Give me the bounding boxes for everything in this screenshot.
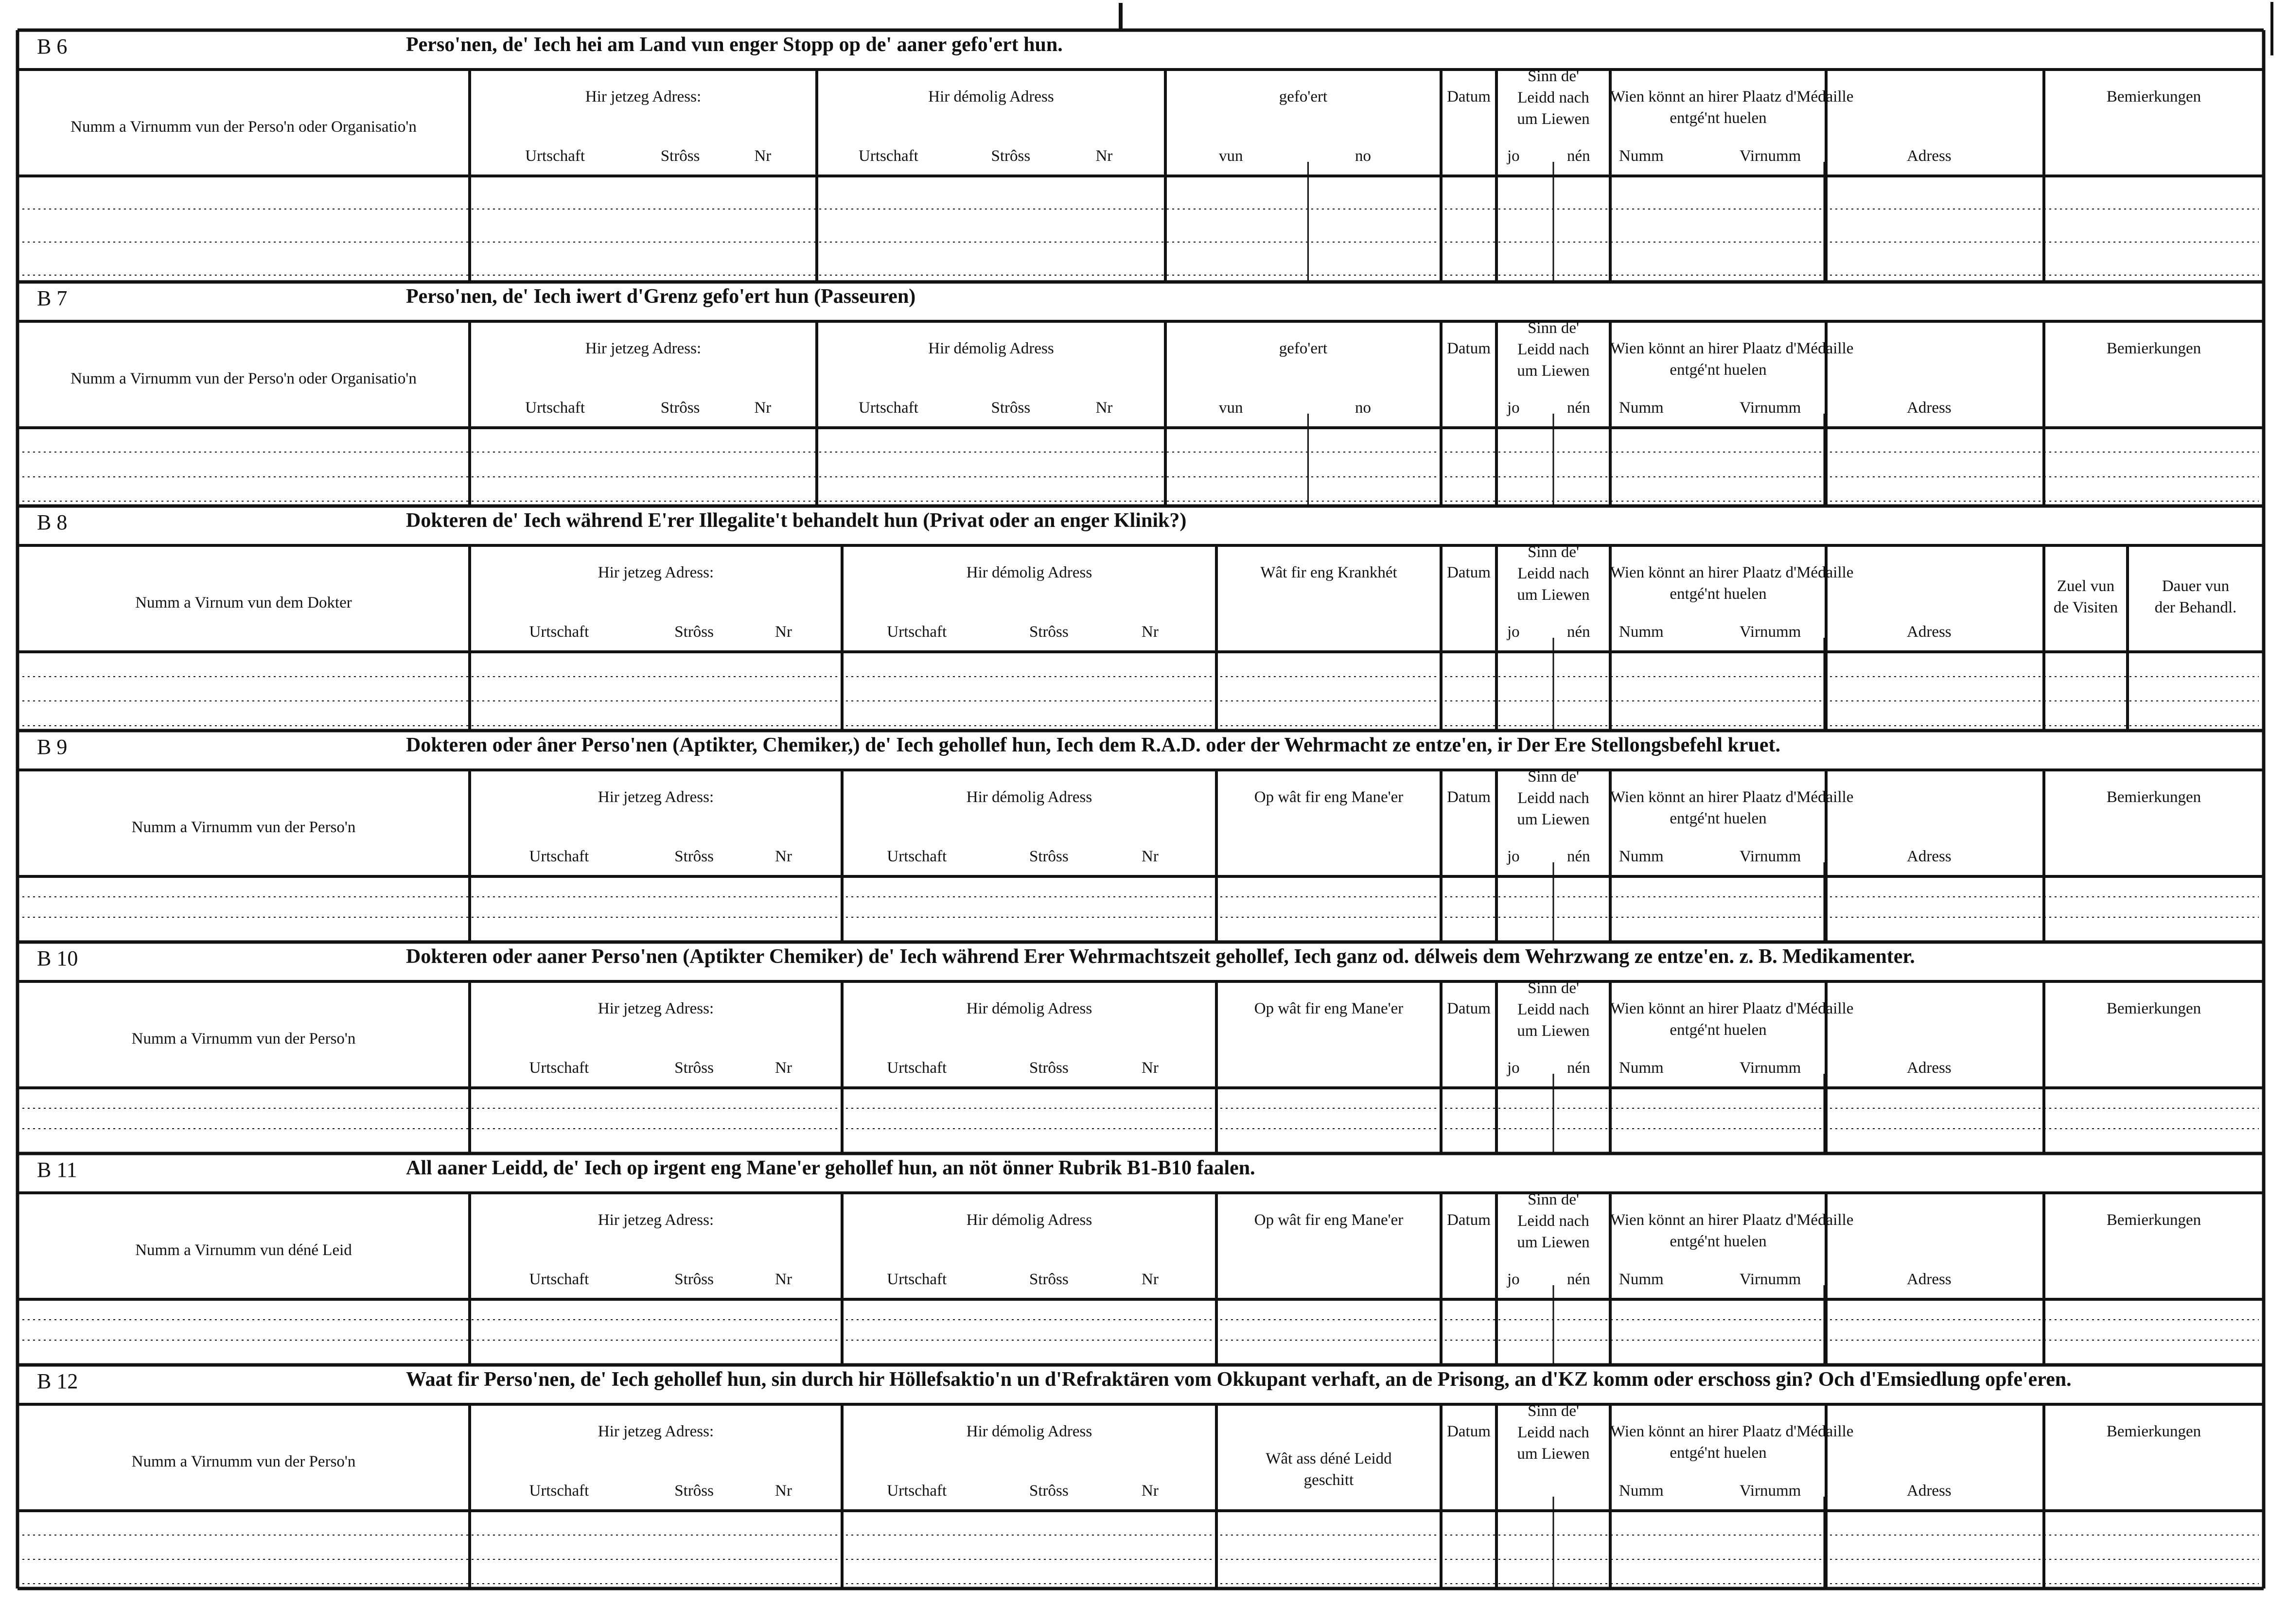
header-former-street: Strôss (1029, 1271, 1069, 1288)
header-alive-l1: Sinn de' (1528, 979, 1579, 997)
header-former-number: Nr (1142, 1059, 1159, 1077)
header-former-street: Strôss (1029, 1482, 1069, 1500)
header-former-place: Urtschaft (887, 623, 947, 641)
header-former-number: Nr (1095, 399, 1113, 417)
header-current-address: Hir jetzeg Adress: (585, 88, 702, 105)
header-current-place: Urtschaft (529, 848, 589, 865)
header-alive-l1: Sinn de' (1528, 319, 1579, 337)
header-medal-l2: entgé'nt huelen (1670, 109, 1767, 127)
header-medal-firstname: Virnumm (1740, 1482, 1801, 1500)
header-alive-l3: um Liewen (1517, 811, 1590, 828)
header-alive-l3: um Liewen (1517, 1445, 1590, 1463)
header-current-street: Strôss (660, 147, 700, 165)
header-medal-firstname: Virnumm (1740, 1271, 1801, 1288)
header-medal-l2: entgé'nt huelen (1670, 810, 1767, 827)
header-medal-firstname: Virnumm (1740, 623, 1801, 641)
section-title: Dokteren de' Iech während E'rer Illegalite't behandelt hun (Privat oder an enger Klinik?) (406, 509, 1187, 532)
section-b9 (18, 731, 2264, 942)
header-guided: gefo'ert (1279, 88, 1328, 105)
header-date: Datum (1447, 1000, 1491, 1017)
header-medal-address: Adress (1907, 147, 1952, 165)
header-alive-yes: jo (1507, 1059, 1520, 1077)
header-former-address: Hir démolig Adress (966, 788, 1092, 806)
header-medal-name: Numm (1619, 1059, 1664, 1077)
header-former-address: Hir démolig Adress (928, 340, 1054, 357)
header-date: Datum (1447, 788, 1491, 806)
header-former-street: Strôss (1029, 1059, 1069, 1077)
header-name-column: Numm a Virnum vun dem Dokter (135, 594, 352, 611)
header-current-address: Hir jetzeg Adress: (598, 1423, 714, 1440)
header-date: Datum (1447, 340, 1491, 357)
header-alive-l3: um Liewen (1517, 1234, 1590, 1251)
header-alive-no: nén (1567, 1059, 1590, 1077)
header-alive-l1: Sinn de' (1528, 543, 1579, 561)
header-former-place: Urtschaft (859, 399, 918, 417)
section-title: Perso'nen, de' Iech iwert d'Grenz gefo'ert hun (Passeuren) (406, 285, 916, 308)
header-medal-l2: entgé'nt huelen (1670, 361, 1767, 379)
header-former-number: Nr (1142, 623, 1159, 641)
header-remarks: Bemierkungen (2106, 788, 2201, 806)
header-current-address: Hir jetzeg Adress: (598, 788, 714, 806)
header-current-street: Strôss (674, 1271, 714, 1288)
header-former-place: Urtschaft (887, 1271, 947, 1288)
header-former-address: Hir démolig Adress (966, 1423, 1092, 1440)
section-code: B 9 (37, 735, 68, 759)
header-medal-l1: Wien könnt an hirer Plaatz d'Médaille (1610, 564, 1854, 581)
header-alive-l2: Leidd nach (1517, 1212, 1589, 1230)
header-alive-l3: um Liewen (1517, 110, 1590, 128)
header-alive-yes: jo (1507, 399, 1520, 417)
header-alive-no: nén (1567, 623, 1590, 641)
header-guided-from: vun (1219, 147, 1243, 165)
header-name-column: Numm a Virnumm vun der Perso'n (131, 819, 356, 836)
header-medal-name: Numm (1619, 623, 1664, 641)
header-alive-l1: Sinn de' (1528, 768, 1579, 786)
header-former-address: Hir démolig Adress (966, 564, 1092, 581)
header-medal-name: Numm (1619, 848, 1664, 865)
header-alive-l3: um Liewen (1517, 586, 1590, 604)
header-name-column: Numm a Virnumm vun déné Leid (135, 1241, 352, 1259)
header-current-street: Strôss (674, 848, 714, 865)
header-alive-l1: Sinn de' (1528, 1191, 1579, 1208)
header-current-number: Nr (775, 1482, 792, 1500)
section-title: All aaner Leidd, de' Iech op irgent eng Mane'er gehollef hun, an nöt önner Rubrik B1-B10 faalen. (406, 1157, 1255, 1179)
header-medal-firstname: Virnumm (1740, 848, 1801, 865)
header-current-number: Nr (775, 623, 792, 641)
header-alive-no: nén (1567, 147, 1590, 165)
header-alive-l2: Leidd nach (1517, 1424, 1589, 1441)
header-former-address: Hir démolig Adress (928, 88, 1054, 105)
header-medal-address: Adress (1907, 1482, 1952, 1500)
header-guided-from: vun (1219, 399, 1243, 417)
header-alive-l2: Leidd nach (1517, 565, 1589, 582)
header-current-street: Strôss (674, 1482, 714, 1500)
header-remarks: Bemierkungen (2106, 1000, 2201, 1017)
header-current-place: Urtschaft (525, 399, 585, 417)
header-current-address: Hir jetzeg Adress: (598, 564, 714, 581)
header-current-address: Hir jetzeg Adress: (598, 1000, 714, 1017)
header-current-place: Urtschaft (529, 1482, 589, 1500)
header-remarks: Bemierkungen (2106, 88, 2201, 105)
header-current-number: Nr (775, 1059, 792, 1077)
header-former-street: Strôss (991, 399, 1031, 417)
header-medal-address: Adress (1907, 623, 1952, 641)
header-guided: gefo'ert (1279, 340, 1328, 357)
section-code: B 8 (37, 510, 68, 534)
header-medal-firstname: Virnumm (1740, 147, 1801, 165)
header-alive-yes: jo (1507, 848, 1520, 865)
section-code: B 12 (37, 1369, 78, 1393)
header-guided-to: no (1355, 147, 1371, 165)
header-current-address: Hir jetzeg Adress: (585, 340, 702, 357)
section-b6 (18, 30, 2264, 282)
header-alive-l2: Leidd nach (1517, 789, 1589, 807)
header-current-number: Nr (775, 1271, 792, 1288)
header-former-street: Strôss (991, 147, 1031, 165)
header-manner: Op wât fir eng Mane'er (1254, 1211, 1404, 1229)
header-illness: Wât fir eng Krankhét (1260, 564, 1397, 581)
section-title: Waat fir Perso'nen, de' Iech gehollef hun, sin durch hir Höllefsaktio'n un d'Refraktären vom Okkupant verhaft, an de Prisong, an d'KZ komm oder erschoss gin? Och d'Emsiedlung opfe'eren. (406, 1368, 2072, 1391)
header-alive-l1: Sinn de' (1528, 1402, 1579, 1420)
section-code: B 7 (37, 286, 68, 310)
header-name-column: Numm a Virnumm vun der Perso'n oder Organisatio'n (70, 118, 417, 136)
header-medal-l2: entgé'nt huelen (1670, 585, 1767, 603)
header-medal-l1: Wien könnt an hirer Plaatz d'Médaille (1610, 1423, 1854, 1440)
header-medal-l1: Wien könnt an hirer Plaatz d'Médaille (1610, 88, 1854, 105)
section-title: Dokteren oder âner Perso'nen (Aptikter, Chemiker,) de' Iech gehollef hun, Iech dem R.A.D. oder der Wehrmacht ze entze'en, ir Der Ere Stellongsbefehl kruet. (406, 734, 1780, 756)
header-manner: Op wât fir eng Mane'er (1254, 788, 1404, 806)
header-remarks: Bemierkungen (2106, 1423, 2201, 1440)
header-name-column: Numm a Virnumm vun der Perso'n oder Organisatio'n (70, 370, 417, 387)
header-happened-l1: Wât ass déné Leidd (1266, 1450, 1392, 1467)
header-former-street: Strôss (1029, 623, 1069, 641)
section-code: B 6 (37, 35, 68, 58)
section-b12 (18, 1365, 2264, 1589)
header-former-place: Urtschaft (887, 1059, 947, 1077)
header-medal-l2: entgé'nt huelen (1670, 1233, 1767, 1250)
header-former-number: Nr (1142, 848, 1159, 865)
header-name-column: Numm a Virnumm vun der Perso'n (131, 1453, 356, 1470)
header-current-number: Nr (775, 848, 792, 865)
header-medal-name: Numm (1619, 1271, 1664, 1288)
header-medal-name: Numm (1619, 1482, 1664, 1500)
header-medal-l2: entgé'nt huelen (1670, 1444, 1767, 1462)
header-medal-firstname: Virnumm (1740, 399, 1801, 417)
header-manner: Op wât fir eng Mane'er (1254, 1000, 1404, 1017)
header-medal-l1: Wien könnt an hirer Plaatz d'Médaille (1610, 340, 1854, 357)
header-current-place: Urtschaft (529, 623, 589, 641)
header-alive-no: nén (1567, 848, 1590, 865)
header-date: Datum (1447, 1423, 1491, 1440)
header-alive-no: nén (1567, 399, 1590, 417)
header-remarks: Bemierkungen (2106, 340, 2201, 357)
header-date: Datum (1447, 88, 1491, 105)
header-alive-no: nén (1567, 1271, 1590, 1288)
header-current-place: Urtschaft (529, 1271, 589, 1288)
header-current-street: Strôss (674, 623, 714, 641)
header-date: Datum (1447, 1211, 1491, 1229)
header-happened-l2: geschitt (1303, 1471, 1354, 1489)
header-medal-l2: entgé'nt huelen (1670, 1021, 1767, 1039)
header-duration-l2: der Behandl. (2154, 599, 2237, 616)
header-alive-l3: um Liewen (1517, 362, 1590, 380)
header-current-address: Hir jetzeg Adress: (598, 1211, 714, 1229)
header-former-place: Urtschaft (859, 147, 918, 165)
header-former-number: Nr (1142, 1482, 1159, 1500)
header-current-number: Nr (754, 147, 772, 165)
header-current-street: Strôss (660, 399, 700, 417)
header-alive-yes: jo (1507, 1271, 1520, 1288)
header-alive-l2: Leidd nach (1517, 341, 1589, 358)
header-remarks: Bemierkungen (2106, 1211, 2201, 1229)
header-visits-l2: de Visiten (2053, 599, 2118, 616)
header-former-place: Urtschaft (887, 1482, 947, 1500)
header-former-place: Urtschaft (887, 848, 947, 865)
header-former-number: Nr (1142, 1271, 1159, 1288)
section-title: Perso'nen, de' Iech hei am Land vun enger Stopp op de' aaner gefo'ert hun. (406, 34, 1063, 56)
header-alive-yes: jo (1507, 623, 1520, 641)
header-former-street: Strôss (1029, 848, 1069, 865)
header-duration-l1: Dauer vun (2162, 577, 2230, 595)
header-current-place: Urtschaft (525, 147, 585, 165)
header-current-street: Strôss (674, 1059, 714, 1077)
header-medal-address: Adress (1907, 399, 1952, 417)
header-alive-l1: Sinn de' (1528, 68, 1579, 85)
header-medal-address: Adress (1907, 1271, 1952, 1288)
header-alive-yes: jo (1507, 147, 1520, 165)
section-title: Dokteren oder aaner Perso'nen (Aptikter Chemiker) de' Iech während Erer Wehrmachtszeit gehollef, Iech ganz od. délweis dem Wehrzwang ze entze'en. z. B. Medikamenter. (406, 945, 1915, 968)
header-medal-address: Adress (1907, 1059, 1952, 1077)
header-medal-address: Adress (1907, 848, 1952, 865)
header-alive-l2: Leidd nach (1517, 89, 1589, 106)
header-former-address: Hir démolig Adress (966, 1000, 1092, 1017)
section-b7 (18, 282, 2264, 506)
header-medal-l1: Wien könnt an hirer Plaatz d'Médaille (1610, 788, 1854, 806)
header-medal-name: Numm (1619, 147, 1664, 165)
header-medal-l1: Wien könnt an hirer Plaatz d'Médaille (1610, 1211, 1854, 1229)
header-alive-l3: um Liewen (1517, 1022, 1590, 1040)
header-date: Datum (1447, 564, 1491, 581)
header-current-number: Nr (754, 399, 772, 417)
header-name-column: Numm a Virnumm vun der Perso'n (131, 1030, 356, 1048)
section-b8 (18, 506, 2264, 731)
header-current-place: Urtschaft (529, 1059, 589, 1077)
header-medal-name: Numm (1619, 399, 1664, 417)
section-b11 (18, 1153, 2264, 1365)
header-medal-firstname: Virnumm (1740, 1059, 1801, 1077)
section-b10 (18, 942, 2264, 1153)
section-code: B 11 (37, 1158, 77, 1182)
header-alive-l2: Leidd nach (1517, 1001, 1589, 1018)
header-medal-l1: Wien könnt an hirer Plaatz d'Médaille (1610, 1000, 1854, 1017)
header-former-address: Hir démolig Adress (966, 1211, 1092, 1229)
header-former-number: Nr (1095, 147, 1113, 165)
section-code: B 10 (37, 946, 78, 970)
header-visits-l1: Zuel vun (2057, 577, 2115, 595)
header-guided-to: no (1355, 399, 1371, 417)
